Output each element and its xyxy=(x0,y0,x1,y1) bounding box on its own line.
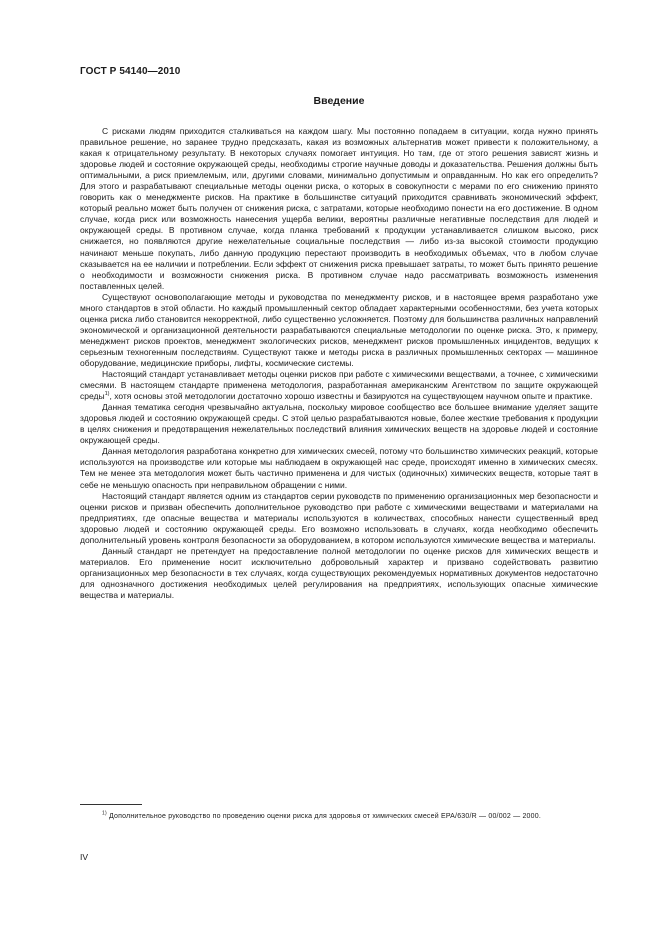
paragraph: Существуют основополагающие методы и руководства по менеджменту рисков, и в настоящее время разработано уже много стандартов в этой области. Но каждый промышленный сектор обладает характерными особенностями, без учета которых оценка риска либо становится некорректной, либо существенно усложняется. Поэтому для большинства различных направлений экономической и организационной деятельности разрабатываются специальные методологии по оценке риска. Это, к примеру, менеджмент рисков проектов, менеджмент экологических рисков, менеджмент рисков промышленных инцидентов, ведущих к серьезным техногенным последствиям. Существуют также и методы риска в различных промышленных секторах — машинное оборудование, медицинские приборы, лифты, космические системы. xyxy=(80,291,598,368)
paragraph-with-footnote-ref xyxy=(80,369,598,402)
paragraph-text: , хотя основы этой методологии достаточно хорошо известны и базируются на существующем научном опыте и практике. xyxy=(109,391,593,402)
footnote xyxy=(80,812,598,822)
paragraph: Данная методология разработана конкретно для химических смесей, потому что большинство химических реакций, которые используются на производстве или которые мы наблюдаем в окружающей нас среде, происходят именно в химических смесях. Тем не менее эта методология может быть частично применена и для чистых (одиночных) химических веществ, которые таят в себе не меньшую опасность при неправильном обращении с ними. xyxy=(80,446,598,490)
footnote-mark: 1) xyxy=(102,810,107,817)
paragraph: Данный стандарт не претендует на предоставление полной методологии по оценке рисков для химических веществ и материалов. Его применение носит исключительно добровольный характер и призвано содействовать развитию организационных мер безопасности в тех случаях, когда существующих рекомендуемых нормативных документов недостаточно для однозначного достижения необходимых целей регулирования на предприятиях, использующих опасные химические вещества и материалы. xyxy=(80,545,598,600)
page-number: IV xyxy=(80,852,89,862)
body-text xyxy=(80,126,598,601)
standard-designation: ГОСТ Р 54140—2010 xyxy=(80,66,181,77)
paragraph: Настоящий стандарт является одним из стандартов серии руководств по применению организационных мер безопасности и оценки рисков и призван обеспечить дополнительное руководство при работе с химическими веществами и материалами на предприятиях, где опасные вещества и материалы используются в количествах, способных нанести существенный вред здоровью людей и состоянию окружающей среды. Его возможно использовать в случаях, когда необходимо обеспечить дополнительный уровень контроля безопасности за оборудованием, в котором используются химические вещества и материалы. xyxy=(80,490,598,545)
paragraph: Данная тематика сегодня чрезвычайно актуальна, поскольку мировое сообщество все большее внимание уделяет защите здоровья людей и состоянию окружающей среды. С этой целью разрабатываются новые, более жесткие требования к продукции в целях снижения и предотвращения нежелательных последствий влияния химических веществ на здоровье людей и состояние окружающей среды. xyxy=(80,402,598,446)
section-title: Введение xyxy=(313,95,365,107)
paragraph: С рисками людям приходится сталкиваться на каждом шагу. Мы постоянно попадаем в ситуации, когда нужно принять правильное решение, но заранее трудно предсказать, какая из возможных альтернатив может привести к положительному, а какая к отрицательному результату. В некоторых случаях помогает интуиция. Но там, где от этого решения зависят жизнь и здоровье людей и состояние окружающей среды, необходимы строгие научные доводы и доказательства. Решения должны быть оптимальными, а риск приемлемым, или, другими словами, минимально допустимым и оправданным. Но как его определить? Для этого и разрабатывают специальные методы оценки риска, о которых в совокупности с мерами по его снижению принято говорить как о менеджменте рисков. На практике в большинстве ситуаций приходится сравнивать экономический эффект, который реально может быть получен от снижения риска, с затратами, которые необходимо понести на его достижение. В одном случае, когда риск или возможность нанесения ущерба велики, вероятны различные негативные последствия для людей и окружающей среды. В противном случае, когда планка требований к продукции устанавливается слишком высоко, риск снижается, но появляются другие нежелательные социальные последствия — либо из-за высокой стоимости продукцию начинают меньше покупать, либо данную продукцию перестают производить в необходимых объемах, что в любом случае сказывается на ее наличии и потреблении. Если эффект от снижения риска превышает затраты, то может быть принято решение о необходимости и возможности снижения риска. В противном случае надо рассматривать возможность изменения поставленных целей. xyxy=(80,126,598,291)
footnote-reference[interactable]: 1) xyxy=(104,391,110,398)
footnote-text: Дополнительное руководство по проведению оценки риска для здоровья от химических смесей EPA/630/R — 00/002 — 2000. xyxy=(106,813,541,820)
footnote-divider xyxy=(80,804,142,805)
paragraph-text: Настоящий стандарт устанавливает методы оценки рисков при работе с химическими веществами, а точнее, с химическими смесями. В настоящем стандарте применена методология, разработанная американским Агентством по защите окружающей среды xyxy=(80,369,598,402)
